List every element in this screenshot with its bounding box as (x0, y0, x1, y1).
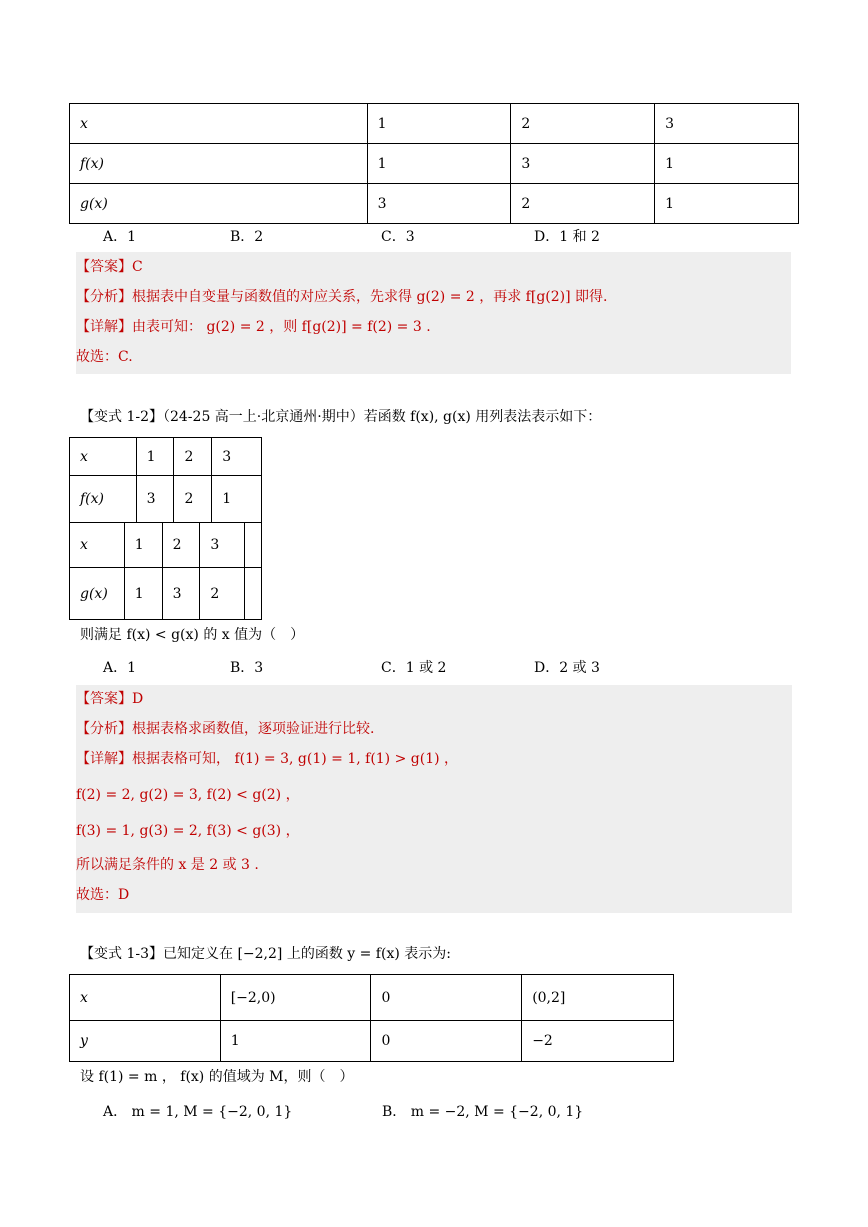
table-row (70, 104, 799, 144)
table-cell: 2 (511, 184, 655, 224)
detail-line (76, 748, 458, 768)
table-cell: 2 (174, 438, 212, 476)
table-cell: 1 (367, 144, 511, 184)
table-row (70, 568, 262, 620)
conclusion-line: 故选：C. (76, 349, 133, 365)
solution-box-1 (76, 252, 791, 374)
table-row (70, 184, 799, 224)
table-row (70, 523, 262, 568)
table-cell: 3 (367, 184, 511, 224)
table-cell: 3 (655, 104, 799, 144)
table-cell: 0 (371, 1021, 522, 1062)
table-cell: 1 (655, 144, 799, 184)
table-cell: 2 (174, 476, 212, 523)
detail-line (76, 316, 431, 336)
table-head-cell: x (70, 975, 221, 1021)
analysis-label: 【分析】 (76, 721, 132, 737)
table-row (70, 476, 262, 523)
table-cell: 1 (655, 184, 799, 224)
option-c[interactable]: C．1 或 2 (381, 660, 447, 676)
detail-text: 由表可知： g(2) = 2 ，则 f[g(2)] = f(2) = 3 . (132, 319, 431, 335)
detail-label: 【详解】 (76, 319, 132, 335)
table-head-cell: g(x) (70, 184, 368, 224)
table-cell: [−2,0) (220, 975, 371, 1021)
question-title-2: 【变式 1-2】（24-25 高一上·北京通州·期中）若函数 f(x), g(x) 用列表法表示如下： (80, 409, 602, 425)
table-cell: 1 (212, 476, 262, 523)
table-cell: 0 (371, 975, 522, 1021)
table-cell: 1 (124, 523, 162, 568)
table-cell: 1 (136, 438, 174, 476)
option-b[interactable]: B．3 (230, 660, 264, 676)
table-row (70, 438, 262, 476)
analysis-label: 【分析】 (76, 289, 132, 305)
analysis-line (76, 718, 374, 738)
table-head-cell: x (70, 523, 125, 568)
option-d[interactable]: D．1 和 2 (534, 229, 600, 245)
table-cell: 3 (200, 523, 245, 568)
option-d[interactable]: D．2 或 3 (534, 660, 600, 676)
table-cell: 3 (212, 438, 262, 476)
table-cell: (0,2] (522, 975, 674, 1021)
answer-options-1 (103, 226, 803, 246)
analysis-line (76, 286, 607, 306)
question-text-2: 则满足 f(x) < g(x) 的 x 值为（ ） (80, 627, 305, 643)
question-text-3: 设 f(1) = m ， f(x) 的值域为 M，则（ ） (80, 1069, 354, 1085)
analysis-text: 根据表格求函数值，逐项验证进行比较. (132, 721, 375, 737)
table-row (70, 975, 674, 1021)
conclusion-line: 故选：D (76, 887, 130, 903)
table-f (69, 437, 262, 523)
option-c[interactable]: C．3 (381, 229, 415, 245)
analysis-text: 根据表中自变量与函数值的对应关系，先求得 g(2) = 2 ，再求 f[g(2)] 即得. (132, 289, 608, 305)
table-cell: 3 (511, 144, 655, 184)
option-a[interactable]: A．1 (103, 229, 137, 245)
table-g (69, 522, 262, 620)
table-cell: 1 (220, 1021, 371, 1062)
detail-label: 【详解】 (76, 751, 132, 767)
solution-box-2 (76, 685, 792, 913)
table-head-cell: y (70, 1021, 221, 1062)
table-head-cell: g(x) (70, 568, 125, 620)
detail-line-2: f(2) = 2, g(2) = 3, f(2) < g(2) ， (76, 787, 300, 803)
table-head-cell: x (70, 104, 368, 144)
table-cell (245, 523, 262, 568)
table-cell: 3 (136, 476, 174, 523)
table-row (70, 144, 799, 184)
answer-line: 【答案】C (76, 259, 143, 275)
table-cell: 1 (367, 104, 511, 144)
table-xy (69, 974, 674, 1062)
option-b[interactable]: B． m = −2, M = {−2, 0, 1} (382, 1104, 584, 1120)
table-cell: 1 (124, 568, 162, 620)
table-cell: 2 (200, 568, 245, 620)
option-b[interactable]: B．2 (230, 229, 264, 245)
answer-line: 【答案】D (76, 691, 144, 707)
table-head-cell: x (70, 438, 137, 476)
table-head-cell: f(x) (70, 476, 137, 523)
detail-line-4: 所以满足条件的 x 是 2 或 3 . (76, 857, 259, 873)
detail-line-3: f(3) = 1, g(3) = 2, f(3) < g(3) ， (76, 823, 300, 839)
table-cell: 2 (162, 523, 200, 568)
table-cell (245, 568, 262, 620)
table-values-1 (69, 103, 799, 224)
table-head-cell: f(x) (70, 144, 368, 184)
table-row (70, 1021, 674, 1062)
answer-options-2 (103, 657, 803, 677)
question-title-3: 【变式 1-3】已知定义在 [−2,2] 上的函数 y = f(x) 表示为: (80, 946, 451, 962)
table-cell: −2 (522, 1021, 674, 1062)
detail-text: 根据表格可知， f(1) = 3, g(1) = 1, f(1) > g(1) ， (132, 751, 459, 767)
option-a[interactable]: A． m = 1, M = {−2, 0, 1} (103, 1104, 293, 1120)
option-a[interactable]: A．1 (103, 660, 137, 676)
table-cell: 2 (511, 104, 655, 144)
table-cell: 3 (162, 568, 200, 620)
